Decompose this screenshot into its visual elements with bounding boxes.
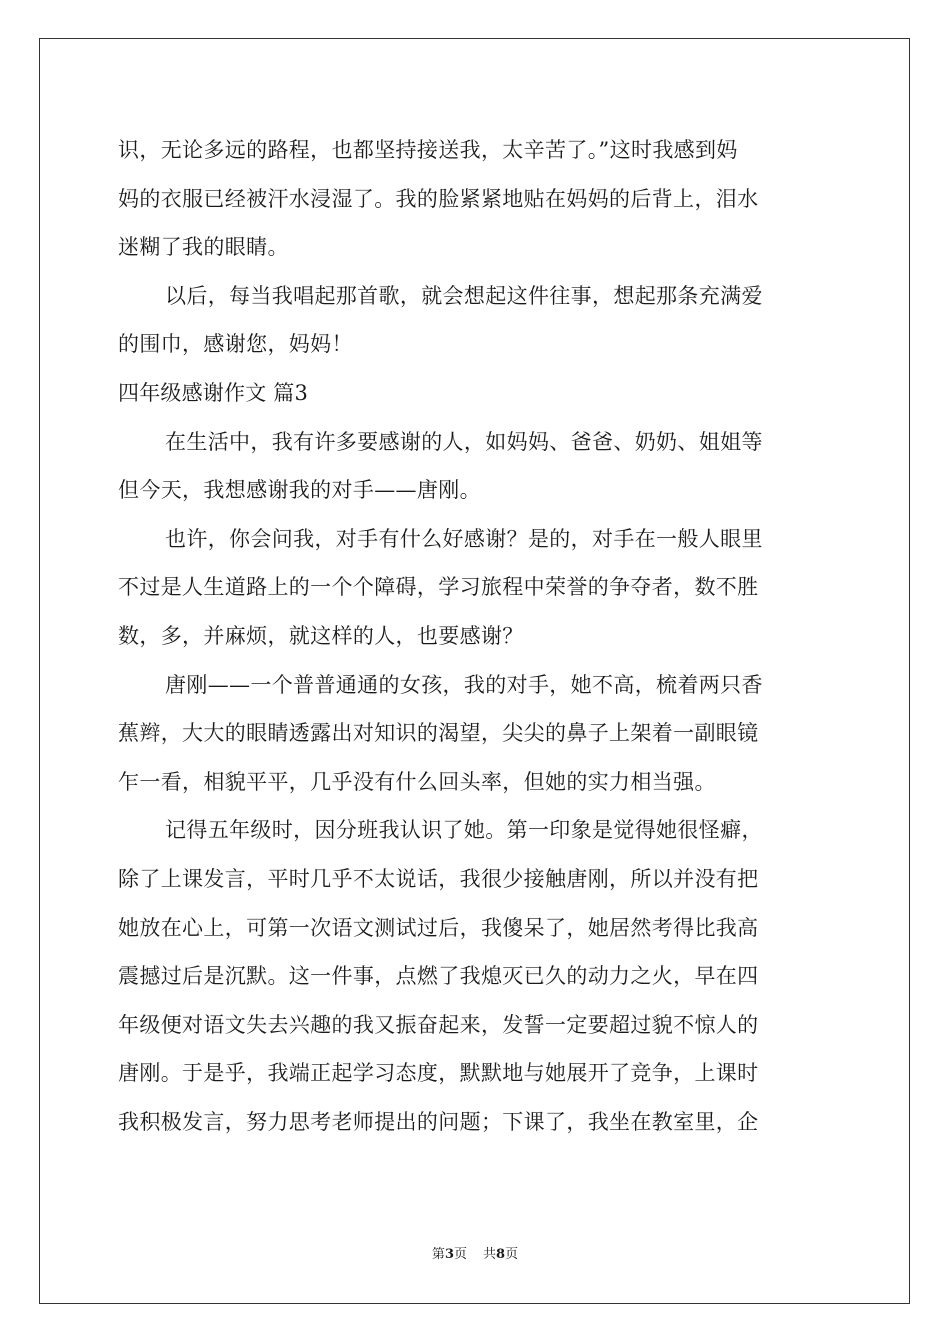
text-line: 除了上课发言，平时几乎不太说话，我很少接触唐刚，所以并没有把 — [118, 866, 759, 891]
text-line: 识，无论多远的路程，也都坚持接送我，太辛苦了。”这时我感到妈 — [118, 138, 738, 162]
section-heading: 四年级感谢作文 篇3 — [118, 380, 309, 405]
text-line: 迷糊了我的眼睛。 — [118, 235, 289, 260]
paragraph — [118, 806, 832, 1146]
text-line: 妈的衣服已经被汗水浸湿了。我的脸紧紧地贴在妈妈的后背上，泪水 — [118, 186, 759, 211]
text-line: 唐刚。于是乎，我端正起学习态度，默默地与她展开了竞争，上课时 — [118, 1061, 759, 1086]
text-line: 年级便对语文失去兴趣的我又振奋起来，发誓一定要超过貌不惊人的 — [118, 1012, 759, 1037]
text-line: 她放在心上，可第一次语文测试过后，我傻呆了，她居然考得比我高 — [118, 915, 759, 940]
total-suffix: 页 — [505, 1247, 519, 1262]
page-footer — [0, 1246, 950, 1264]
text-line: 但今天，我想感谢我的对手——唐刚。 — [118, 478, 481, 503]
text-line: 的围巾，感谢您，妈妈！ — [118, 332, 353, 357]
text-line: 唐刚——一个普普通通的女孩，我的对手，她不高，梳着两只香 — [165, 672, 763, 697]
paragraph — [118, 272, 832, 369]
text-line: 也许，你会问我，对手有什么好感谢？是的，对手在一般人眼里 — [165, 526, 763, 551]
text-line: 乍一看，相貌平平，几乎没有什么回头率，但她的实力相当强。 — [118, 769, 716, 794]
text-line: 数，多，并麻烦，就这样的人，也要感谢？ — [118, 623, 524, 648]
text-line: 蕉辫，大大的眼睛透露出对知识的渴望，尖尖的鼻子上架着一副眼镜 — [118, 721, 759, 746]
text-line: 我积极发言，努力思考老师提出的问题；下课了，我坐在教室里，企 — [118, 1109, 759, 1134]
text-line: 记得五年级时，因分班我认识了她。第一印象是觉得她很怪癖， — [165, 818, 763, 843]
page-suffix: 页 — [453, 1247, 467, 1262]
paragraph — [118, 515, 832, 661]
paragraph — [118, 661, 832, 807]
page-prefix: 第 — [431, 1247, 445, 1262]
total-pages: 8 — [496, 1247, 506, 1262]
text-line: 在生活中，我有许多要感谢的人，如妈妈、爸爸、奶奶、姐姐等 — [165, 429, 763, 454]
text-line: 震撼过后是沉默。这一件事，点燃了我熄灭已久的动力之火，早在四 — [118, 964, 759, 989]
total-prefix: 共 — [483, 1247, 497, 1262]
paragraph — [118, 126, 832, 272]
text-line: 以后，每当我唱起那首歌，就会想起这件往事，想起那条充满爱 — [165, 283, 763, 308]
text-line: 不过是人生道路上的一个个障碍，学习旅程中荣誉的争夺者，数不胜 — [118, 575, 759, 600]
paragraph — [118, 418, 832, 515]
document-body — [118, 126, 832, 1146]
page-number: 3 — [444, 1247, 454, 1262]
